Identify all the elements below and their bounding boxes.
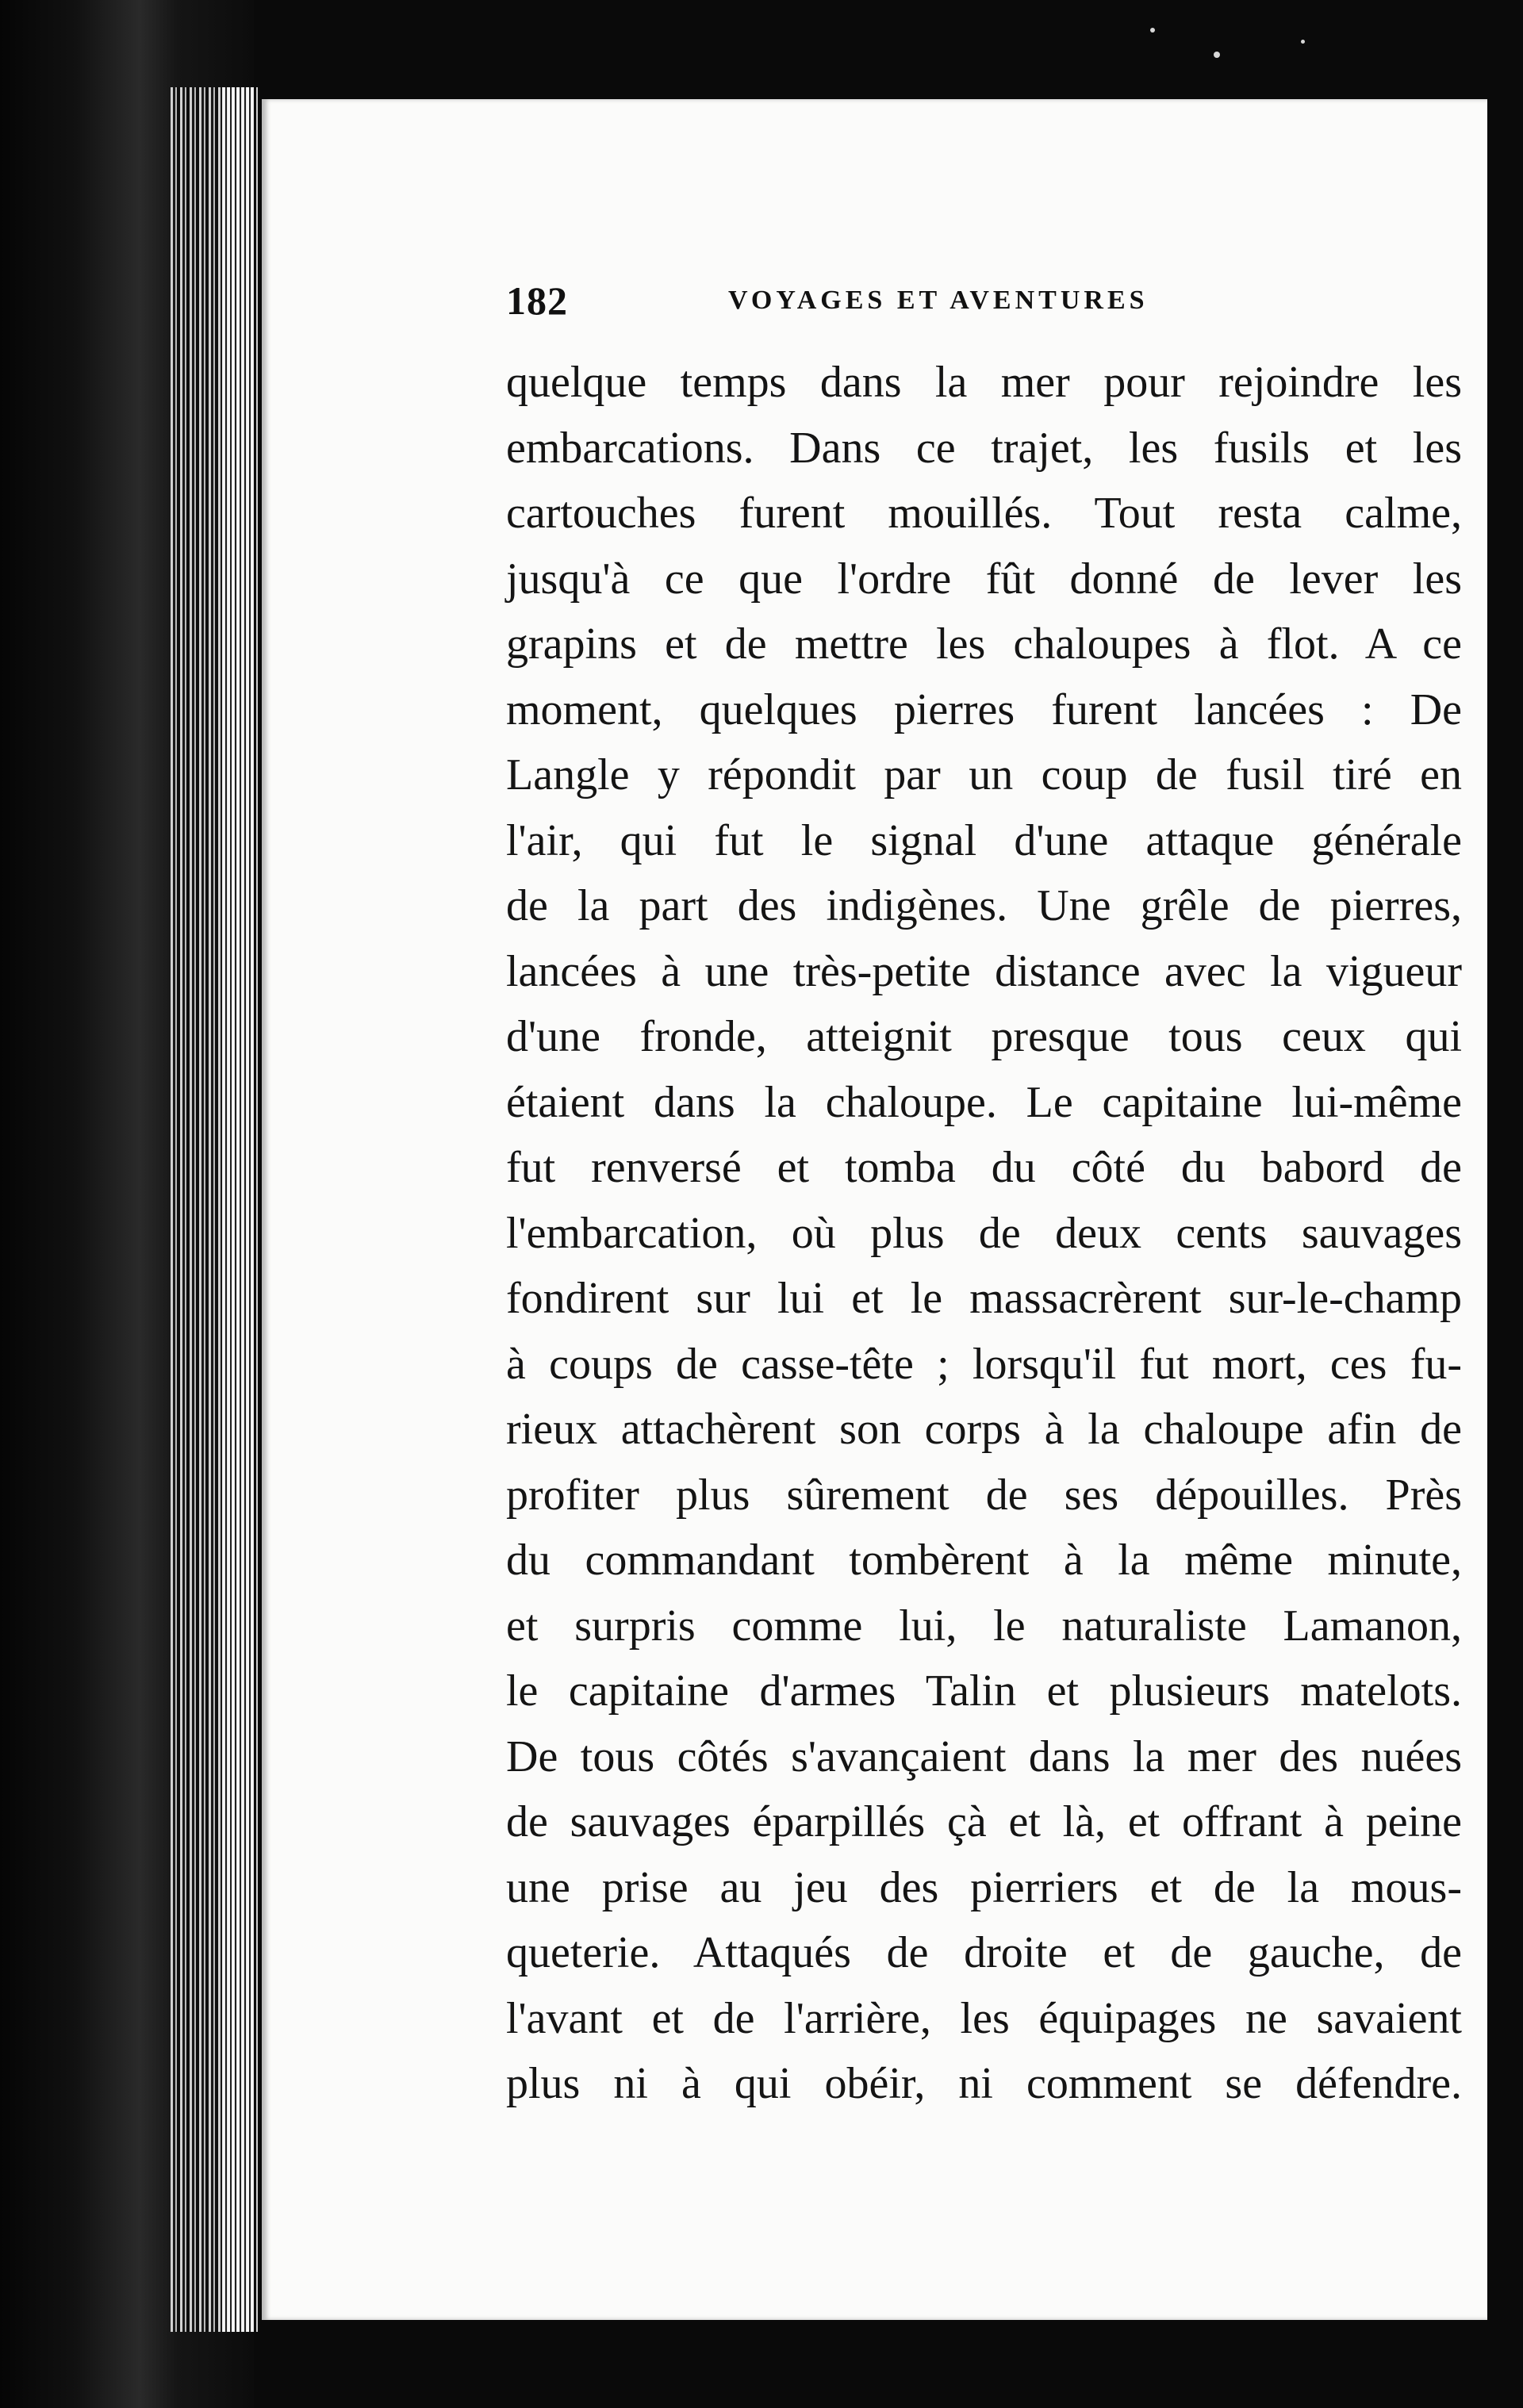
text-line: Langle y répondit par un coup de fusil tiré en <box>506 750 1462 799</box>
text-line: profiter plus sûrement de ses dépouilles. Près <box>506 1470 1462 1520</box>
scan-speck <box>1150 28 1155 33</box>
text-line: l'embarcation, où plus de deux cents sauvages <box>506 1208 1462 1258</box>
text-line: quelque temps dans la mer pour rejoindre les <box>506 358 1462 407</box>
text-line: étaient dans la chaloupe. Le capitaine lui-même <box>506 1077 1462 1127</box>
text-line: queterie. Attaqués de droite et de gauche, de <box>506 1928 1462 1977</box>
text-line: une prise au jeu des pierriers et de la mous- <box>506 1862 1462 1912</box>
text-line: de la part des indigènes. Une grêle de pierres, <box>506 881 1462 930</box>
text-line: d'une fronde, atteignit presque tous ceux qui <box>506 1012 1462 1061</box>
page-number: 182 <box>506 278 568 323</box>
running-head: VOYAGES ET AVENTURES <box>728 286 1149 315</box>
text-line: lancées à une très-petite distance avec la vigueur <box>506 946 1462 996</box>
page-edges-inner <box>222 87 254 2332</box>
text-line: De tous côtés s'avançaient dans la mer des nuées <box>506 1731 1462 1781</box>
text-line: fondirent sur lui et le massacrèrent sur-le-champ <box>506 1274 1462 1323</box>
text-line: du commandant tombèrent à la même minute, <box>506 1536 1462 1585</box>
scan-speck <box>1301 40 1305 44</box>
text-line: plus ni à qui obéir, ni comment se défendre. <box>506 2059 1462 2108</box>
text-line: le capitaine d'armes Talin et plusieurs matelots. <box>506 1666 1462 1716</box>
text-line: l'avant et de l'arrière, les équipages ne savaient <box>506 1993 1462 2043</box>
body-text <box>506 350 1462 2117</box>
text-line: rieux attachèrent son corps à la chaloupe afin de <box>506 1405 1462 1454</box>
page-sheet <box>262 99 1487 2320</box>
text-line: jusqu'à ce que l'ordre fût donné de lever les <box>506 554 1462 604</box>
page-header <box>506 278 1434 349</box>
text-line: fut renversé et tomba du côté du babord de <box>506 1143 1462 1192</box>
text-line: et surpris comme lui, le naturaliste Lamanon, <box>506 1601 1462 1651</box>
text-line: moment, quelques pierres furent lancées : De <box>506 684 1462 734</box>
text-line: à coups de casse-tête ; lorsqu'il fut mort, ces fu- <box>506 1339 1462 1389</box>
text-line: grapins et de mettre les chaloupes à flot. A ce <box>506 619 1462 669</box>
text-line: l'air, qui fut le signal d'une attaque générale <box>506 815 1462 865</box>
scan-speck <box>1214 52 1220 58</box>
text-line: embarcations. Dans ce trajet, les fusils et les <box>506 423 1462 473</box>
text-line: de sauvages éparpillés çà et là, et offrant à peine <box>506 1797 1462 1846</box>
text-line: cartouches furent mouillés. Tout resta calme, <box>506 489 1462 538</box>
